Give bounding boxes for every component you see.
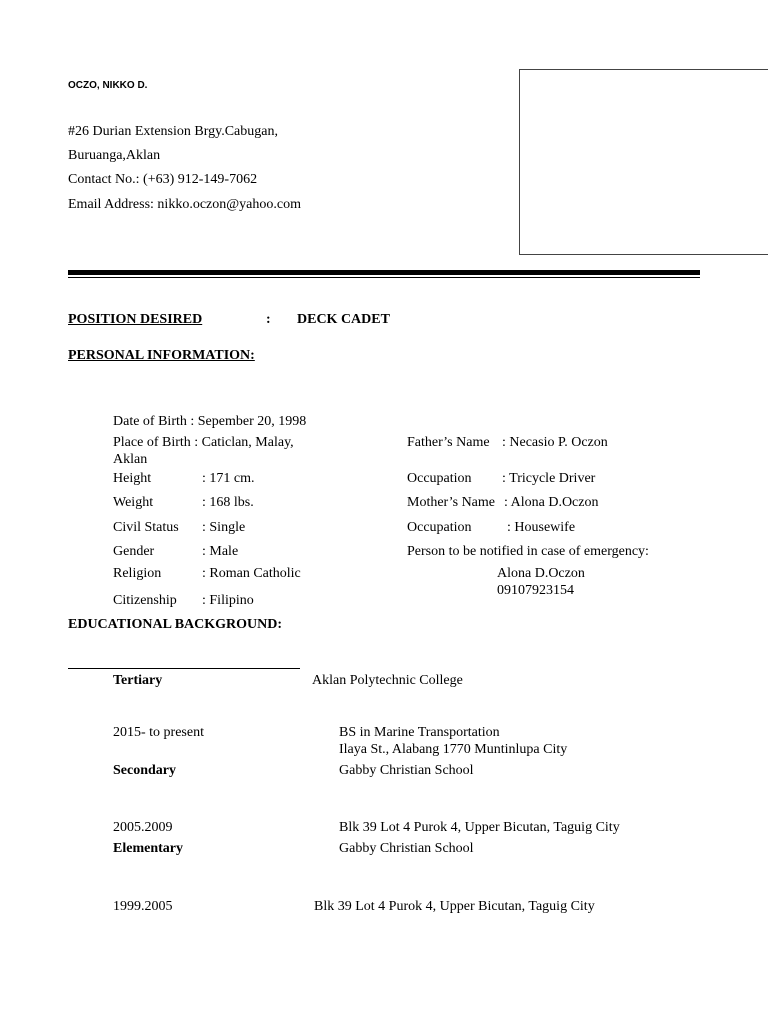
citizenship-label: Citizenship (113, 593, 177, 608)
citizenship-value: : Filipino (202, 593, 254, 608)
tertiary-course: BS in Marine Transportation (339, 725, 500, 740)
tertiary-school: Aklan Polytechnic College (312, 673, 463, 688)
emergency-contact-name: Alona D.Oczon (497, 566, 585, 581)
mother-name-label: Mother’s Name (407, 495, 495, 510)
header-divider-thick (68, 270, 700, 275)
mother-occupation-label: Occupation (407, 520, 472, 535)
education-heading: EDUCATIONAL BACKGROUND: (68, 617, 283, 632)
mother-name-value: : Alona D.Oczon (504, 495, 599, 510)
tertiary-years: 2015- to present (113, 725, 204, 740)
civil-status-label: Civil Status (113, 520, 179, 535)
secondary-school: Gabby Christian School (339, 763, 474, 778)
mother-occupation-value: : Housewife (507, 520, 576, 535)
height-label: Height (113, 471, 152, 486)
secondary-years: 2005.2009 (113, 820, 173, 835)
father-name-label: Father’s Name (407, 435, 490, 450)
elementary-label: Elementary (113, 841, 183, 856)
gender-value: : Male (202, 544, 239, 559)
header-divider-thin (68, 277, 700, 278)
secondary-label: Secondary (113, 763, 176, 778)
father-occupation-value: : Tricycle Driver (502, 471, 596, 486)
date-of-birth: Date of Birth : Sepember 20, 1998 (113, 414, 307, 429)
position-value: DECK CADET (297, 312, 390, 327)
religion-label: Religion (113, 566, 162, 581)
religion-value: : Roman Catholic (202, 566, 301, 581)
elementary-years: 1999.2005 (113, 899, 173, 914)
emergency-contact-label: Person to be notified in case of emergency: (407, 544, 649, 559)
emergency-contact-phone: 09107923154 (497, 583, 574, 598)
elementary-address: Blk 39 Lot 4 Purok 4, Upper Bicutan, Taguig City (314, 899, 595, 914)
place-of-birth-line-2: Aklan (113, 452, 148, 467)
address-line-2: Buruanga,Aklan (68, 148, 161, 163)
photo-placeholder (519, 69, 768, 255)
position-colon: : (266, 312, 271, 327)
position-label: POSITION DESIRED (68, 312, 203, 327)
secondary-address: Blk 39 Lot 4 Purok 4, Upper Bicutan, Taguig City (339, 820, 620, 835)
education-divider (68, 668, 300, 669)
email-address: Email Address: nikko.oczon@yahoo.com (68, 197, 301, 212)
elementary-school: Gabby Christian School (339, 841, 474, 856)
father-occupation-label: Occupation (407, 471, 472, 486)
father-name-value: : Necasio P. Oczon (502, 435, 608, 450)
gender-label: Gender (113, 544, 155, 559)
contact-number: Contact No.: (+63) 912-149-7062 (68, 172, 258, 187)
address-line-1: #26 Durian Extension Brgy.Cabugan, (68, 124, 278, 139)
tertiary-label: Tertiary (113, 673, 163, 688)
place-of-birth-line-1: Place of Birth : Caticlan, Malay, (113, 435, 294, 450)
weight-label: Weight (113, 495, 154, 510)
applicant-name: OCZO, NIKKO D. (68, 80, 148, 91)
height-value: : 171 cm. (202, 471, 255, 486)
tertiary-address: Ilaya St., Alabang 1770 Muntinlupa City (339, 742, 568, 757)
personal-info-heading: PERSONAL INFORMATION: (68, 348, 255, 363)
weight-value: : 168 lbs. (202, 495, 254, 510)
civil-status-value: : Single (202, 520, 246, 535)
